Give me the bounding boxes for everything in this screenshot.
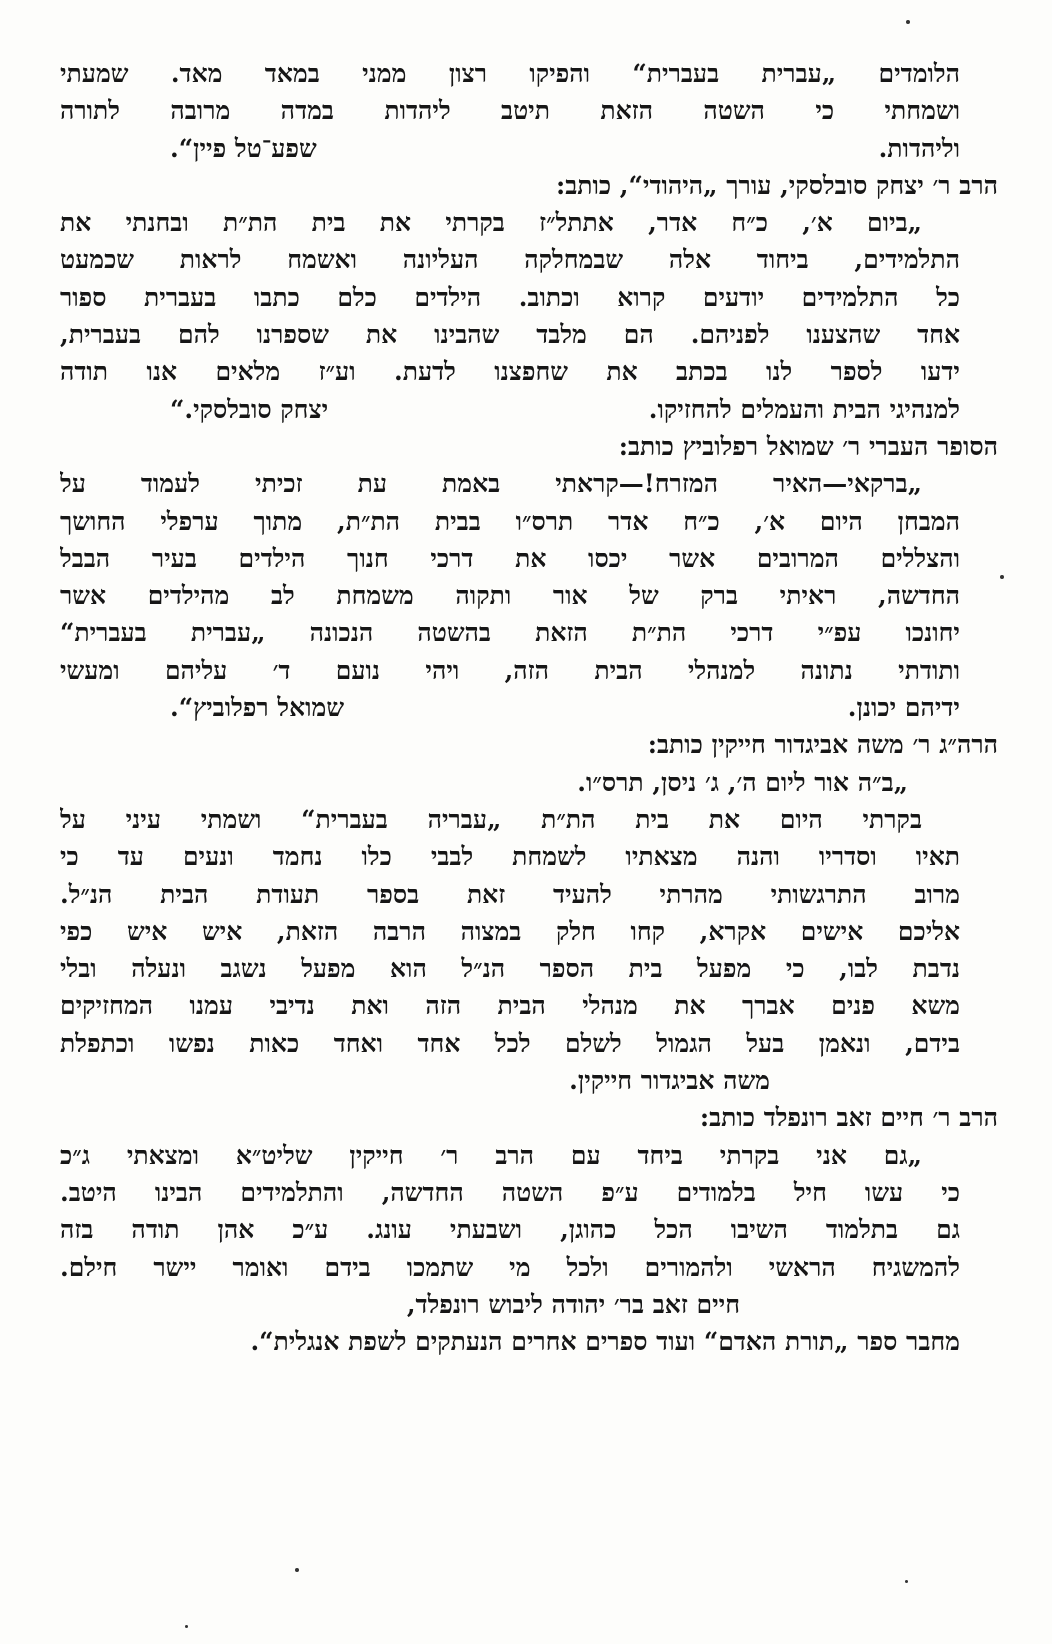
speck-mark <box>185 1625 188 1628</box>
text-line: הלומדים „עברית בעברית“ והפיקו רצון ממני במאד מאד. שמעתי <box>60 59 960 88</box>
line-text: למנהיגי הבית והעמלים להחזיקו. <box>648 394 960 424</box>
line-text: וליהדות. <box>878 133 960 163</box>
speck-mark <box>1000 575 1004 579</box>
text-line: מרוב התרגשותי מהרתי להעיד זאת בספר תעודת הבית הנ״ל. <box>60 879 960 909</box>
text-line: והצללים המרובים אשר יכסו את דרכי חנוך הילדים בעיר הבבל <box>60 543 960 573</box>
speck-mark <box>905 1580 908 1583</box>
text-line: הרה״ג ר׳ משה אביגדור חייקין כותב: <box>647 730 998 760</box>
text-line: תאיו וסדריו והנה מצאתיו לשמחת לבבי כלו נחמד ונעים עד כי <box>60 842 960 872</box>
text-line: הרב ר׳ יצחק סובלסקי, עורך „היהודי“, כותב: <box>555 170 998 200</box>
text-line: בידם, ונאמן בעל הגמול לשלם לכל אחד ואחד כאות נפשו וכתפלת <box>60 1028 960 1058</box>
text-line: כל התלמידים יודעים קרוא וכתוב. הילדים כלם כתבו בעברית ספור <box>60 282 960 312</box>
text-line: כי עשו חיל בלמודים ע״פ השטה החדשה, והתלמידים הבינו היטב. <box>60 1177 960 1207</box>
line-text: ידיהם יכונן. <box>847 693 960 723</box>
text-line: ושמחתי כי השטה הזאת תיטב ליהדות במדה מרובה לתורה <box>60 96 960 126</box>
text-line: להמשגיח הראשי ולהמורים ולכל מי שתמכו בידם ואומר יישר חילם. <box>60 1252 960 1282</box>
signature: יצחק סובלסקי.“ <box>170 394 329 424</box>
text-line: משה אביגדור חייקין. <box>569 1066 770 1096</box>
speck-mark <box>906 20 910 24</box>
text-line: החדשה, ראיתי ברק של אור ותקוה משמחת לב מהילדים אשר <box>60 581 960 611</box>
text-line: אחד שהצענו לפניהם. הם מלבד שהבינו את שספרנו להם בעברית, <box>60 320 960 350</box>
text-line: „ב״ה אור ליום ה׳, ג׳ ניסן, תרס״ו. <box>577 767 908 797</box>
text-line: משא פנים אברך את מנהלי הבית הזה ואת נדיבי עמנו המחזיקים <box>60 991 960 1021</box>
text-line: אליכם אישים אקרא, קחו חלק במצוה הרבה הזאת, איש איש כפי <box>60 916 960 946</box>
text-line: התלמידים, ביחוד אלה שבמחלקה העליונה ואשמח לראות שכמעט <box>60 245 960 275</box>
text-line: המבחן היום א׳, כ״ח אדר תרס״ו בבית הת״ת, מתוך ערפלי החושך <box>60 506 960 536</box>
text-line: יחונכו עפ״י דרכי הת״ת הזאת בהשטה הנכונה „עברית בעברית“ <box>60 618 960 648</box>
signature: שפע־טל פיין“. <box>170 133 317 163</box>
text-line: „ביום א׳, כ״ח אדר, אתתל״ז בקרתי את בית הת״ת ובחנתי את <box>60 208 922 238</box>
text-line: נדבת לבו, כי מפעל בית הספר הנ״ל הוא מפעל נשגב ונעלה ובלי <box>60 954 960 984</box>
text-line: „גם אני בקרתי ביחד עם הרב ר׳ חייקין שליט״א ומצאתי ג״כ <box>60 1140 922 1170</box>
text-line: גם בתלמוד השיבו הכל כהוגן, ושבעתי עונג. ע״כ אהן תודה בזה <box>60 1215 960 1245</box>
text-line: ותודתי נתונה למנהלי הבית הזה, ויהי נועם ד׳ עליהם ומעשי <box>60 655 960 685</box>
hebrew-text-block <box>60 55 998 1360</box>
text-line: „ברקאי—האיר המזרח!—קראתי באמת עת זכיתי לעמוד על <box>60 469 922 499</box>
speck-mark <box>295 1568 299 1572</box>
text-line <box>60 689 960 726</box>
text-line: מחבר ספר „תורת האדם“ ועוד ספרים אחרים הנעתקים לשפת אנגלית“. <box>250 1327 960 1357</box>
text-line: חיים זאב בר׳ יהודה ליבוש רונפלד, <box>406 1289 740 1319</box>
text-line: ידעו לספר לנו בכתב את שחפצנו לדעת. וע״ז מלאים אנו תודה <box>60 357 960 387</box>
signature: שמואל רפלוביץ“. <box>170 693 345 723</box>
text-line: הרב ר׳ חיים זאב רונפלד כותב: <box>699 1103 998 1133</box>
text-line: הסופר העברי ר׳ שמואל רפלוביץ כותב: <box>618 431 998 461</box>
text-line: בקרתי היום את בית הת״ת „עבריה בעברית“ ושמתי עיני על <box>60 804 922 834</box>
text-line <box>60 130 960 167</box>
text-line <box>60 391 960 428</box>
